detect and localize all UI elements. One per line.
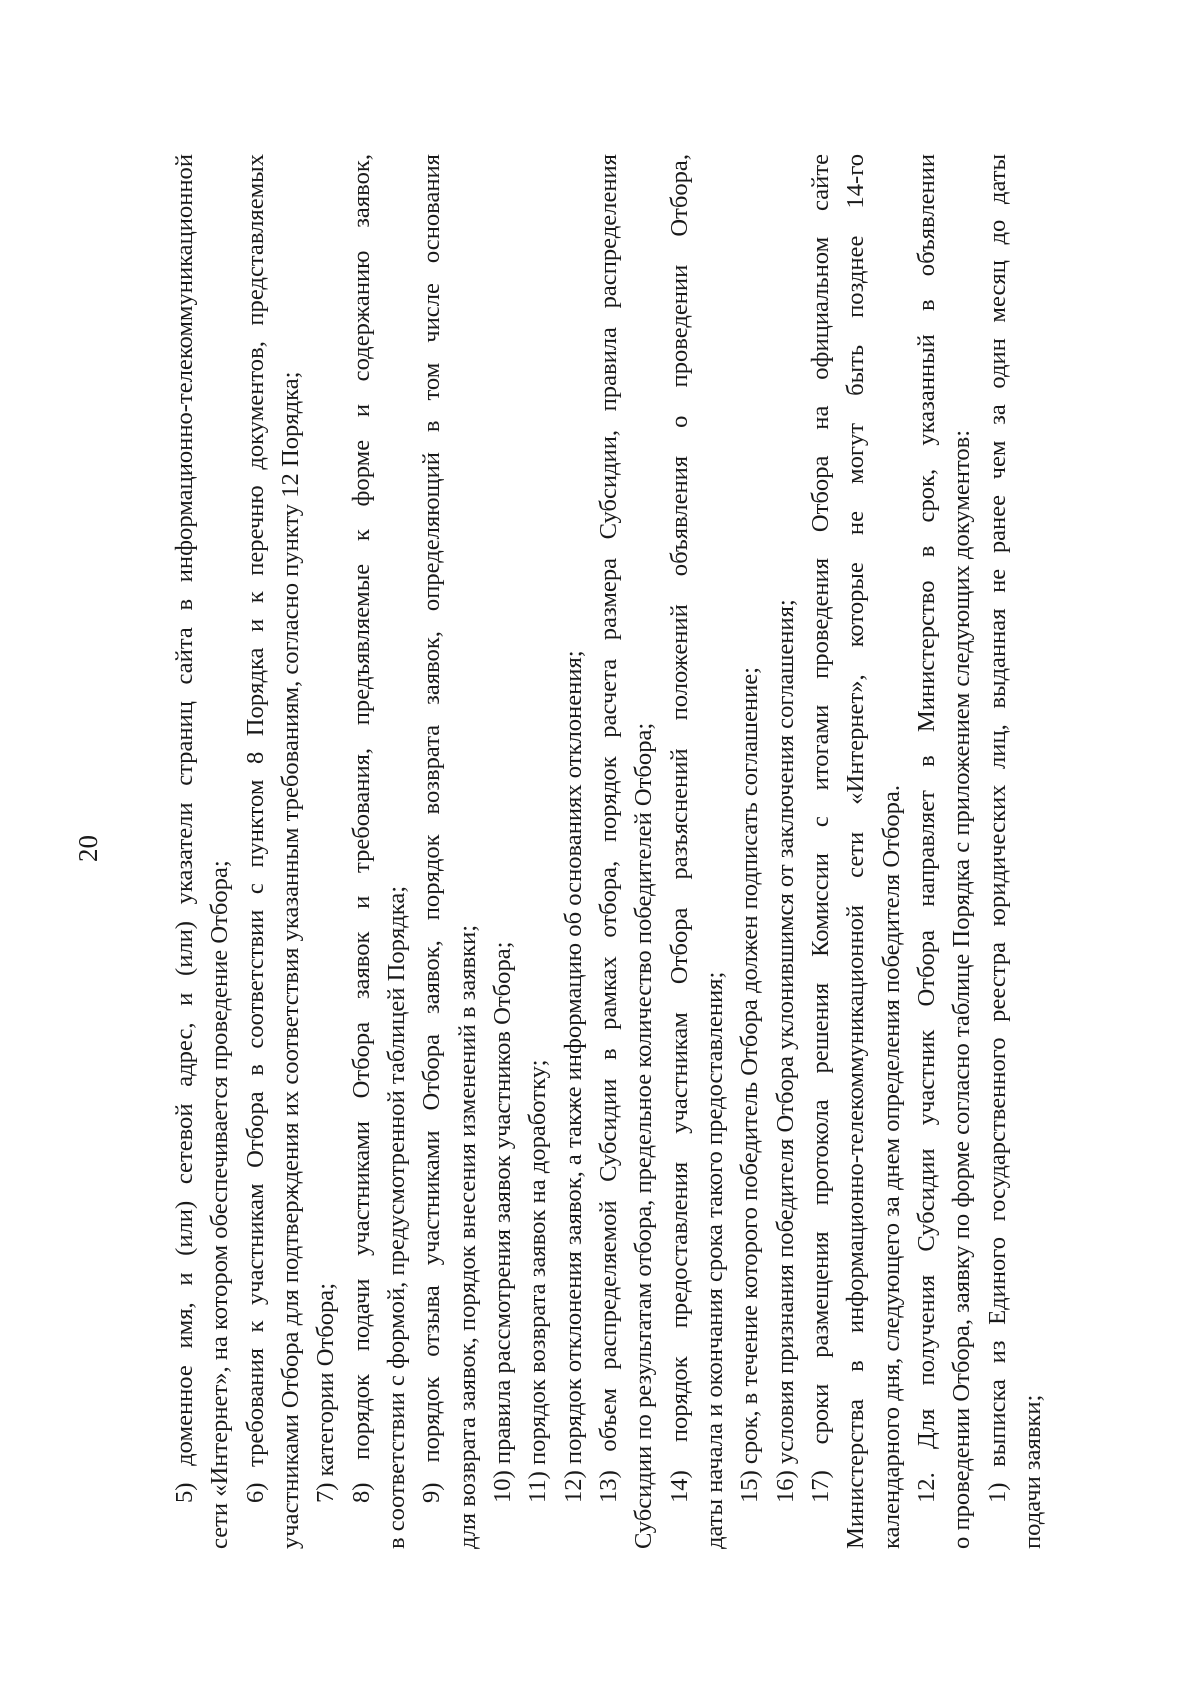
text-line: 16) условия признания победителя Отбора уклонившимся от заключения соглашения; <box>771 599 799 1503</box>
text-line: 15) срок, в течение которого победитель Отбора должен подписать соглашение; <box>736 667 764 1503</box>
text-line: 12. Для получения Субсидии участник Отбора направляет в Министерство в срок, указанный в объявлении <box>912 154 940 1503</box>
text-line: 5) доменное имя, и (или) сетевой адрес, и (или) указатели страниц сайта в информационно-телекоммуникационной <box>171 154 198 1503</box>
text-line: 9) порядок отзыва участниками Отбора заявок, порядок возврата заявок, определяющий в том числе основания <box>418 154 446 1503</box>
text-line: Субсидии по результатам отбора, предельное количество победителей Отбора; <box>630 722 658 1549</box>
text-line: о проведении Отбора, заявку по форме согласно таблице Порядка с приложением следующих документов: <box>948 429 976 1549</box>
text-line: 12) порядок отклонения заявок, а также информацию об основаниях отклонения; <box>559 650 587 1503</box>
text-line: подачи заявки; <box>1018 1394 1046 1549</box>
text-line: 7) категории Отбора; <box>312 1282 340 1503</box>
text-line: 10) правила рассмотрения заявок участников Отбора; <box>488 941 516 1503</box>
text-line: 8) порядок подачи участниками Отбора заявок и требования, предъявляемые к форме и содержанию заявок, <box>347 154 375 1503</box>
text-line: участниками Отбора для подтверждения их соответствия указанным требованиям, согласно пункту 12 Порядка; <box>276 371 304 1549</box>
page-number: 20 <box>73 835 103 862</box>
text-line: 13) объем распределяемой Субсидии в рамках отбора, порядок расчета размера Субсидии, правила распределения <box>594 154 622 1503</box>
text-line: 1) выписка из Единого государственного реестра юридических лиц, выданная не ранее чем за один месяц до даты <box>983 154 1011 1503</box>
text-line: календарного дня, следующего за днем определения победителя Отбора. <box>877 784 905 1549</box>
text-line: Министерства в информационно-телекоммуникационной сети «Интернет», которые не могут быть позднее 14-го <box>842 154 870 1549</box>
text-line: 17) сроки размещения протокола решения Комиссии с итогами проведения Отбора на официальном сайте <box>806 154 834 1503</box>
body-text <box>167 154 1050 1549</box>
text-line: для возврата заявок, порядок внесения изменений в заявки; <box>453 924 481 1549</box>
text-line: сети «Интернет», на котором обеспечивается проведение Отбора; <box>206 860 234 1549</box>
text-line: 11) порядок возврата заявок на доработку; <box>524 1059 552 1503</box>
text-line: 14) порядок предоставления участникам Отбора разъяснений положений объявления о проведении Отбора, <box>665 154 693 1503</box>
text-line: даты начала и окончания срока такого предоставления; <box>700 971 728 1549</box>
text-line: в соответствии с формой, предусмотренной таблицей Порядка; <box>382 885 410 1549</box>
text-line: 6) требования к участникам Отбора в соответствии с пунктом 8 Порядка и к перечню документов, представляемых <box>241 154 269 1503</box>
